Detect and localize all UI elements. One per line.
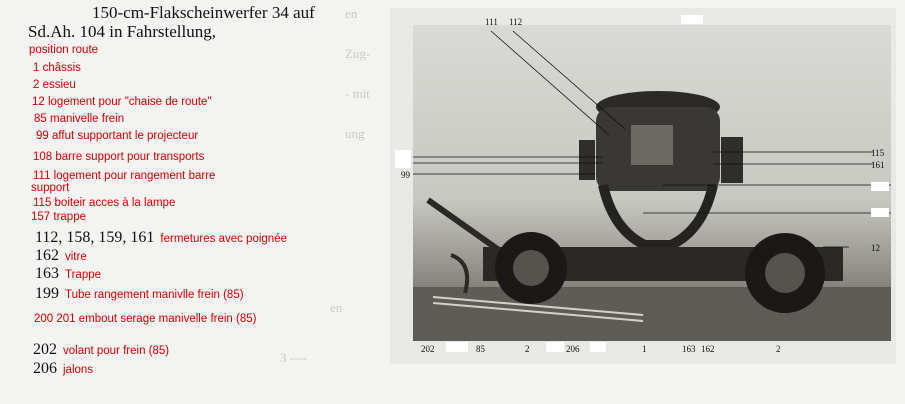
legend-item: 85 manivelle frein [34,113,125,125]
legend-item: 111 logement pour rangement barre [33,170,216,182]
item-text: jalons [63,364,94,376]
callout-label: 85 [476,344,485,354]
legend-item: 2 essieu [33,79,76,91]
legend-item: 157 trappe [31,211,86,223]
legend-big-item [33,343,169,358]
legend-big-item [35,249,87,264]
item-number: 199 [35,285,59,302]
item-text: volant pour frein (85) [63,345,170,357]
callout-label: 162 [701,344,715,354]
ground [413,287,891,341]
callout-label: 115 [871,148,885,158]
scanned-page: en Zug- - mit ung en 3 ---- [0,0,905,404]
legend-item: 115 boiteir acces à la lampe [33,197,176,209]
legend-item: 108 barre support pour transports [33,151,205,163]
label-mask [681,15,703,24]
item-number: 202 [33,341,57,358]
callout-label: 2 [525,344,530,354]
legend-item: 200 201 embout serage manivelle frein (85) [34,313,257,325]
searchlight-trailer-illustration [413,25,891,341]
legend-big-item [35,287,244,302]
callout-label: 99 [401,170,410,180]
callout-label: 1 [642,344,647,354]
callout-label: 163 [682,344,696,354]
heading-line-2: Sd.Ah. 104 in Fahrstellung, [28,22,216,41]
callout-label: 2 [776,344,781,354]
searchlight-trailer-photo [413,25,891,341]
heading-line-1: 150-cm-Flakscheinwerfer 34 auf [92,3,315,22]
item-number: 162 [35,247,59,264]
label-mask [871,182,889,191]
label-mask [446,342,468,352]
item-text: Trappe [65,269,102,281]
legend-title: position route [29,44,99,56]
label-mask [395,150,411,168]
rear-wheel-hub [765,253,805,293]
legend-big-item [35,231,287,246]
label-mask [871,208,889,217]
legend-item: support [31,182,70,194]
legend-big-item [33,362,93,377]
callout-label: 12 [871,243,880,253]
legend-item: 99 affut supportant le projecteur [36,130,199,142]
legend-item: 12 logement pour "chaise de route" [32,96,212,108]
legend-big-item [35,267,101,282]
item-number: 206 [33,360,57,377]
tow-bar [428,200,503,253]
right-bracket [721,137,743,183]
label-mask [546,342,564,352]
callout-label: 111 [485,17,498,27]
lamp-access-box [631,125,673,165]
item-text: fermetures avec poignée [160,233,287,245]
item-number: 163 [35,265,59,282]
item-number: 112, 158, 159, 161 [35,229,155,246]
front-wheel-hub [513,250,549,286]
legend-item: 1 châssis [33,62,81,74]
callout-label: 206 [566,344,580,354]
item-text: vitre [65,251,87,263]
callout-label: 202 [421,344,435,354]
cradle [603,185,713,245]
label-mask [590,342,606,352]
item-text: Tube rangement manivlle frein (85) [65,289,244,301]
callout-label: 112 [509,17,523,27]
callout-label: 161 [871,160,885,170]
